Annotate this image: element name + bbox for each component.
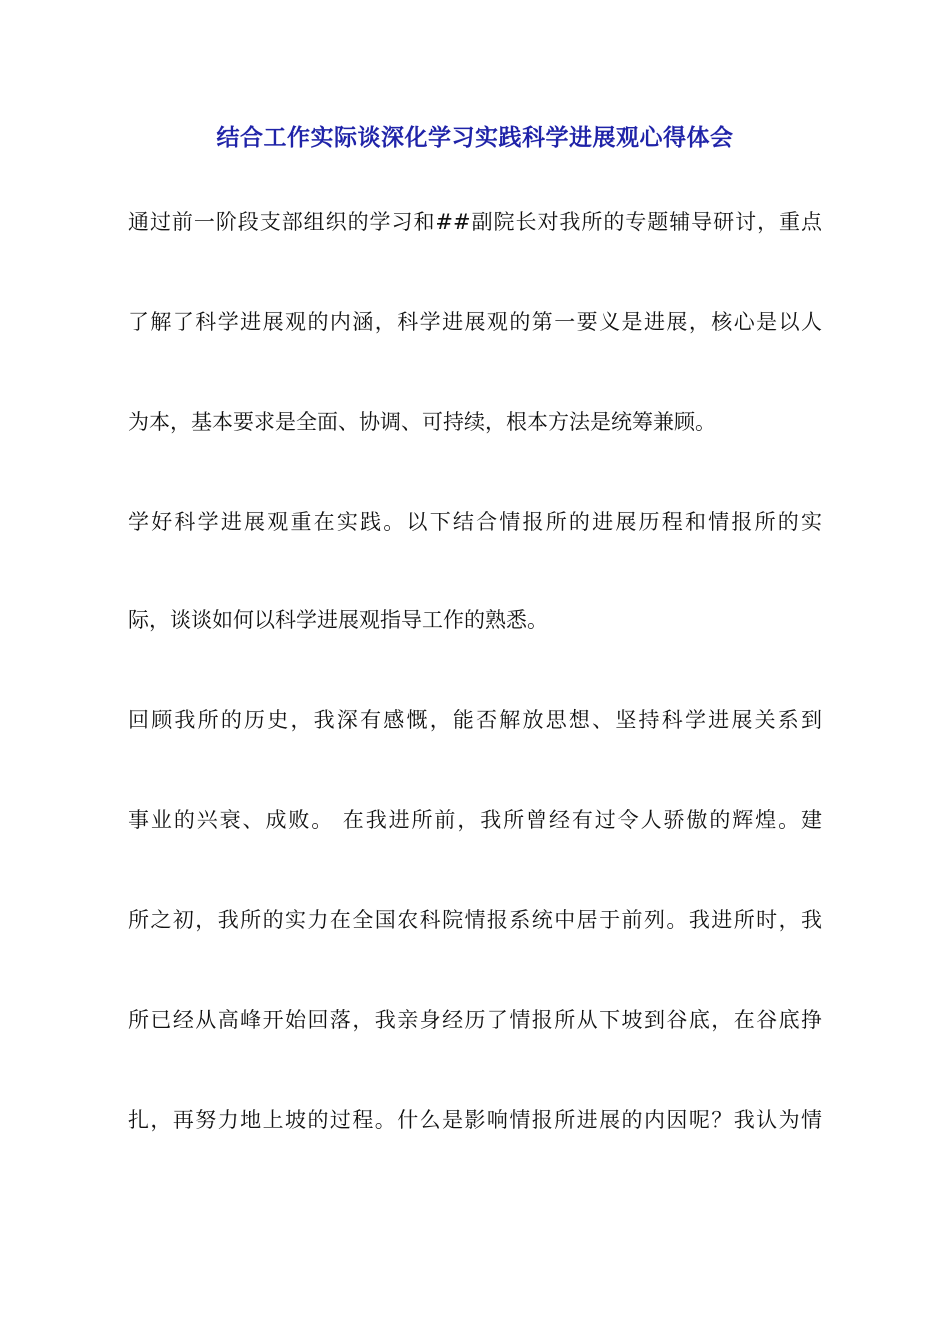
body-line-5: 际，谈谈如何以科学进展观指导工作的熟悉。 [128,608,548,632]
document-title: 结合工作实际谈深化学习实践科学进展观心得体会 [216,125,734,151]
body-line-9: 所已经从高峰开始回落，我亲身经历了情报所从下坡到谷底，在谷底挣 [128,1008,822,1032]
body-line-7: 事业的兴衰、成败。 在我进所前，我所曾经有过令人骄傲的辉煌。建 [128,808,822,832]
body-line-10: 扎，再努力地上坡的过程。什么是影响情报所进展的内因呢？我认为情 [128,1108,822,1132]
body-line-8: 所之初，我所的实力在全国农科院情报系统中居于前列。我进所时，我 [128,908,822,932]
body-line-2: 了解了科学进展观的内涵，科学进展观的第一要义是进展，核心是以人 [128,310,822,334]
body-line-4: 学好科学进展观重在实践。以下结合情报所的进展历程和情报所的实 [128,510,822,534]
body-line-3: 为本，基本要求是全面、协调、可持续，根本方法是统筹兼顾。 [128,410,716,434]
body-line-6: 回顾我所的历史，我深有感慨，能否解放思想、坚持科学进展关系到 [128,708,822,732]
body-line-1: 通过前一阶段支部组织的学习和##副院长对我所的专题辅导研讨，重点 [128,210,822,234]
